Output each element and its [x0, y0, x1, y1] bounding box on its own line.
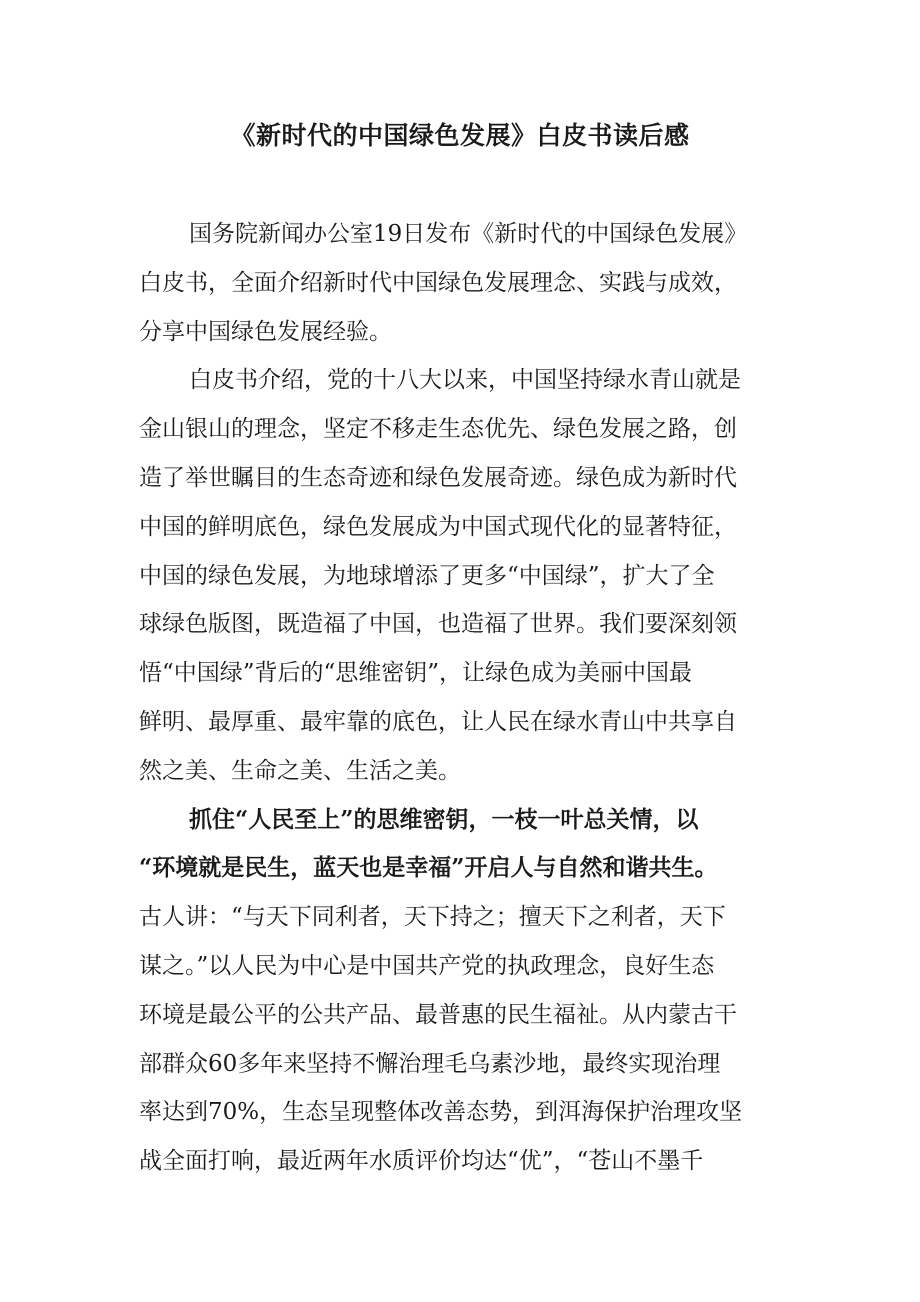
paragraph-heading-line: 抓住“人民至上”的思维密钥，一枝一叶总关情，以: [189, 805, 699, 833]
paragraph-line: 悟“中国绿”背后的“思维密钥”，让绿色成为美丽中国最: [139, 660, 693, 687]
document-body: [139, 210, 799, 1186]
paragraph-heading-line: “环境就是民生，蓝天也是幸福”开启人与自然和谐共生。: [139, 854, 718, 882]
paragraph-line: 造了举世瞩目的生态奇迹和绿色发展奇迹。绿色成为新时代: [139, 464, 737, 491]
paragraph-line: 白皮书，全面介绍新时代中国绿色发展理念、实践与成效，: [139, 269, 737, 296]
document-title: 《新时代的中国绿色发展》白皮书读后感: [230, 121, 690, 150]
paragraph-line: 白皮书介绍，党的十八大以来，中国坚持绿水青山就是: [189, 367, 741, 394]
paragraph-1: [139, 210, 799, 356]
paragraph-line: 古人讲：“与天下同利者，天下持之；擅天下之利者，天下: [139, 904, 726, 931]
paragraph-2: [139, 356, 799, 795]
paragraph-line: 部群众60多年来坚持不懈治理毛乌素沙地，最终实现治理: [139, 1050, 721, 1077]
paragraph-line: 谋之。”以人民为中心是中国共产党的执政理念，良好生态: [139, 952, 715, 979]
paragraph-line: 率达到70%，生态呈现整体改善态势，到洱海保护治理攻坚: [139, 1099, 743, 1126]
paragraph-line: 金山银山的理念，坚定不移走生态优先、绿色发展之路，创: [139, 416, 737, 443]
paragraph-line: 环境是最公平的公共产品、最普惠的民生福祉。从内蒙古干: [139, 1001, 737, 1028]
paragraph-line: 中国的绿色发展，为地球增添了更多“中国绿”，扩大了全: [139, 562, 715, 589]
paragraph-line: 战全面打响，最近两年水质评价均达“优”，“苍山不墨千: [139, 1148, 704, 1175]
paragraph-line: 中国的鲜明底色，绿色发展成为中国式现代化的显著特征，: [139, 513, 737, 540]
paragraph-line: 国务院新闻办公室19日发布《新时代的中国绿色发展》: [189, 221, 748, 247]
paragraph-3: [139, 796, 799, 1186]
paragraph-line: 分享中国绿色发展经验。: [139, 318, 392, 345]
paragraph-line: 球绿色版图，既造福了中国，也造福了世界。我们要深刻领: [139, 611, 737, 638]
paragraph-line: 然之美、生命之美、生活之美。: [139, 757, 461, 784]
paragraph-line: 鲜明、最厚重、最牢靠的底色，让人民在绿水青山中共享自: [139, 708, 737, 735]
